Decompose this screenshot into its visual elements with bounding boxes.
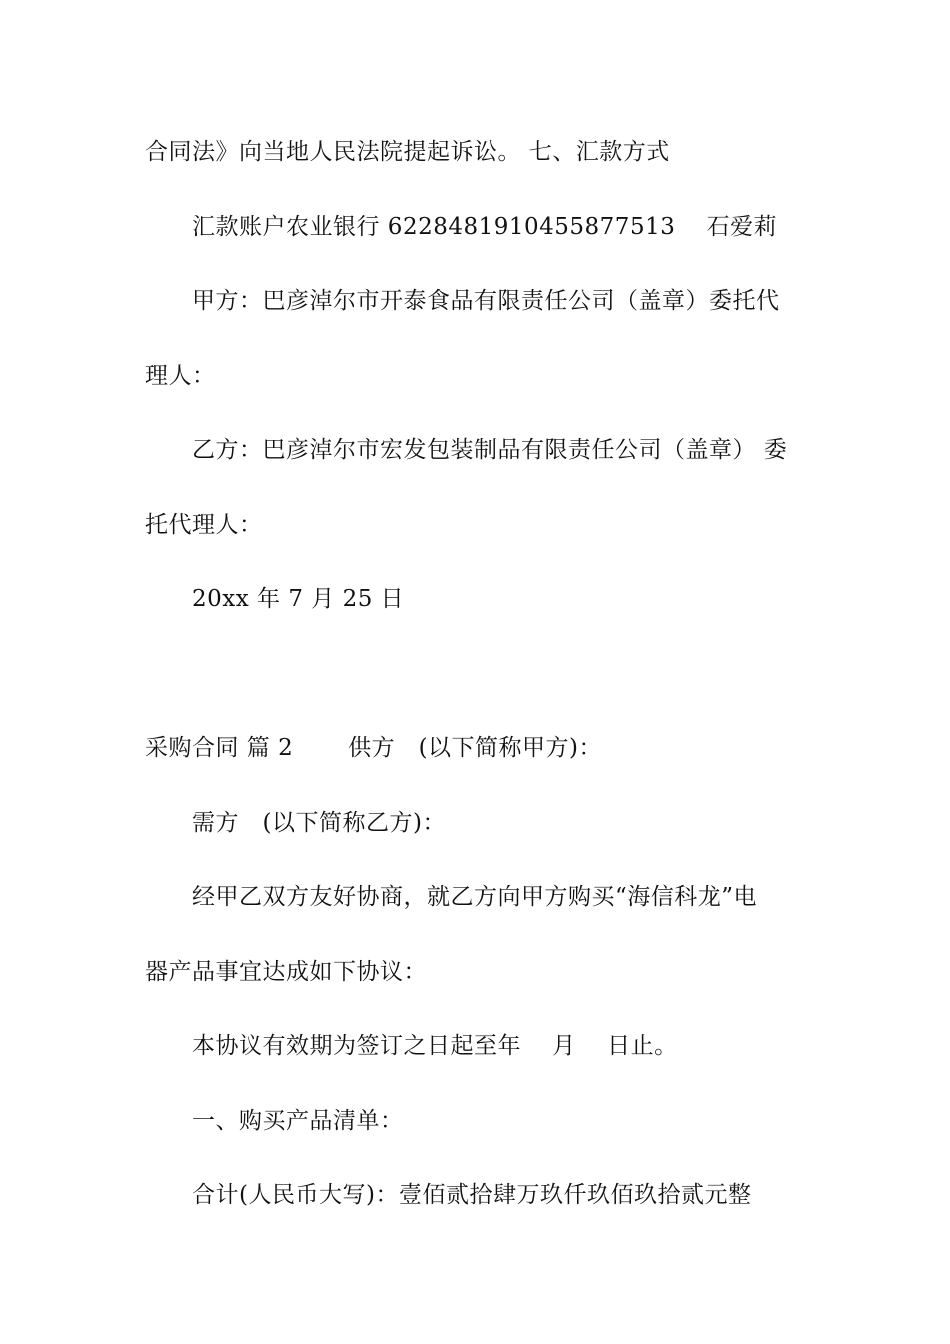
text-line-lawsuit-and-remittance-heading: 合同法》向当地人民法院提起诉讼。 七、汇款方式 — [145, 139, 670, 165]
text-line-agreement-intro-continued: 器产品事宜达成如下协议： — [145, 959, 427, 985]
text-line-contract-2-heading: 采购合同 篇 2 供方 (以下简称甲方)： — [145, 735, 603, 761]
text-line-validity-period: 本协议有效期为签订之日起至年 月 日止。 — [192, 1033, 678, 1059]
text-line-product-list-heading: 一、购买产品清单： — [192, 1108, 404, 1134]
text-line-buyer: 需方 (以下简称乙方)： — [192, 810, 446, 836]
text-line-total-amount: 合计(人民币大写)：壹佰贰拾肆万玖仟玖佰玖拾贰元整 — [192, 1182, 752, 1208]
text-line-date: 20xx 年 7 月 25 日 — [192, 586, 405, 612]
text-line-remittance-account: 汇款账户农业银行 6228481910455877513 石爱莉 — [192, 214, 778, 240]
text-line-party-b: 乙方：巴彦淖尔市宏发包装制品有限责任公司（盖章） 委 — [192, 437, 788, 463]
text-line-agreement-intro: 经甲乙双方友好协商，就乙方向甲方购买“海信科龙”电 — [192, 884, 758, 910]
text-line-party-a: 甲方：巴彦淖尔市开泰食品有限责任公司（盖章）委托代 — [192, 288, 780, 314]
text-line-party-b-continued: 托代理人： — [145, 512, 263, 538]
text-line-party-a-continued: 理人： — [145, 363, 216, 389]
